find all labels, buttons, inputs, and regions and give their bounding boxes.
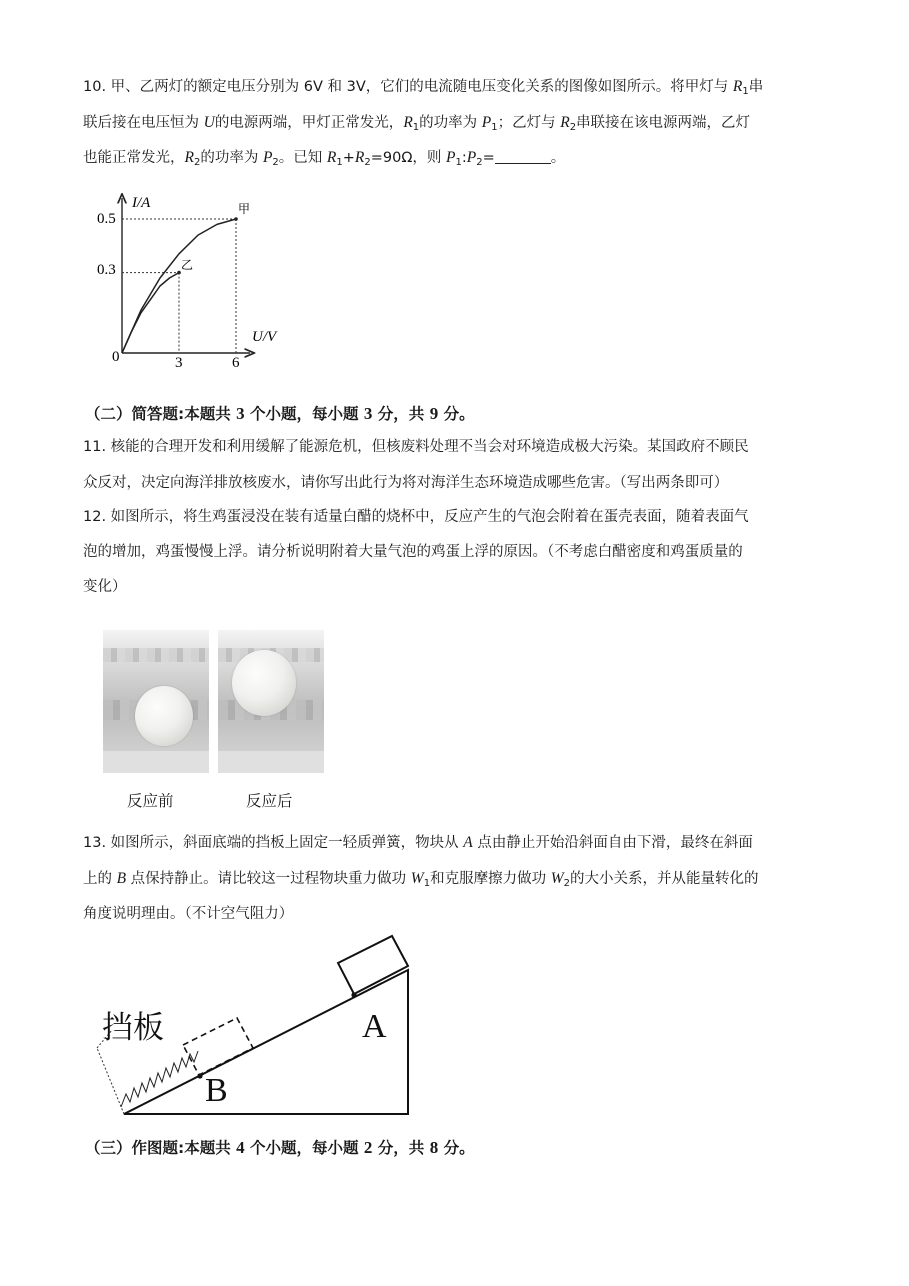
heading-text: （三）作图题:本题共 <box>85 1139 237 1157</box>
subscript: 2 <box>364 157 371 168</box>
photo-after-reaction <box>218 630 324 773</box>
curve-label-yi: 乙 <box>181 258 194 272</box>
subscript: 2 <box>193 157 201 168</box>
x-axis-label: U/V <box>252 329 277 345</box>
x-tick-label: 6 <box>232 355 240 371</box>
subscript: 2 <box>563 878 570 889</box>
label-a: A <box>362 1008 387 1045</box>
heading-text: 分，共 <box>372 1139 430 1157</box>
heading-number: 4 <box>236 1138 245 1157</box>
heading-number: 2 <box>363 1138 373 1157</box>
var-r: R <box>403 114 413 131</box>
y-axis-label: I/A <box>132 195 151 211</box>
spring <box>121 1051 198 1107</box>
q10-text: 的功率为 <box>200 150 263 166</box>
point-a: A <box>463 834 473 851</box>
heading-text: 分，共 <box>372 405 430 423</box>
caption-after: 反应后 <box>246 792 293 810</box>
q10-text: 串 <box>748 79 764 95</box>
subscript: 1 <box>423 878 431 889</box>
q13-text: 点由静止开始沿斜面自由下滑，最终在斜面 <box>472 835 753 851</box>
iu-graph <box>92 193 292 373</box>
q10-text: 联后接在电压恒为 <box>83 115 204 131</box>
subscript: 1 <box>742 86 749 97</box>
q10-line-2 <box>83 113 750 138</box>
q10-line-1 <box>83 77 763 102</box>
egg-image <box>135 686 193 746</box>
heading-text: 分。 <box>438 1139 475 1157</box>
heading-text: 分。 <box>438 405 475 423</box>
q10-text: 也能正常发光， <box>83 150 185 166</box>
q12-line-2: 泡的增加，鸡蛋慢慢上浮。请分析说明附着大量气泡的鸡蛋上浮的原因。（不考虑白醋密度和鸡蛋质量的 <box>83 544 743 560</box>
var-r: R <box>326 149 337 166</box>
q10-text: =90Ω，则 <box>370 150 447 166</box>
q10-text: ；乙灯与 <box>497 115 561 131</box>
q10-text: 。 <box>550 150 566 166</box>
q12-line-1: 12. 如图所示，将生鸡蛋浸没在装有适量白醋的烧杯中，反应产生的气泡会附着在蛋壳表面，随着表面气 <box>83 509 749 525</box>
heading-number: 3 <box>236 404 245 423</box>
q13-text: 点保持静止。请比较这一过程物块重力做功 <box>126 871 411 887</box>
point-b: B <box>116 870 127 887</box>
var-r: R <box>354 149 365 166</box>
heading-number: 3 <box>363 404 373 423</box>
q10-text: = <box>482 150 495 166</box>
subscript: 2 <box>476 157 483 168</box>
curve-label-jia: 甲 <box>238 202 251 216</box>
var-u: U <box>203 114 215 131</box>
x-tick-label: 3 <box>175 355 183 371</box>
heading-text: 个小题，每小题 <box>244 1139 364 1157</box>
q10-text: 。已知 <box>278 150 327 166</box>
var-w: W <box>550 870 564 887</box>
q10-text: 的功率为 <box>419 115 482 131</box>
photo-before-reaction <box>103 630 209 773</box>
subscript: 1 <box>412 122 420 133</box>
q10-text: 串联接在该电源两端，乙灯 <box>576 115 751 131</box>
block-a <box>338 936 408 994</box>
point-b-dot <box>197 1073 202 1078</box>
q10-text: 10. 甲、乙两灯的额定电压分别为 6V 和 3V，它们的电流随电压变化关系的图像如图所示。将甲灯与 <box>83 79 733 95</box>
heading-number: 9 <box>429 404 439 423</box>
subscript: 1 <box>455 157 462 168</box>
answer-blank[interactable] <box>495 149 551 164</box>
egg-image <box>232 650 296 716</box>
label-baffle: 挡板 <box>102 1010 164 1046</box>
subscript: 1 <box>491 122 498 133</box>
point-a-dot <box>351 992 356 997</box>
section-3-heading <box>85 1137 475 1159</box>
var-w: W <box>410 870 424 887</box>
var-r: R <box>184 149 194 166</box>
q10-text: + <box>342 150 355 166</box>
q10-line-3 <box>83 148 565 173</box>
curve-yi <box>122 273 179 353</box>
q13-line-2 <box>83 869 759 894</box>
heading-text: （二）简答题:本题共 <box>85 405 237 423</box>
caption-before: 反应前 <box>127 792 174 810</box>
subscript: 2 <box>569 122 577 133</box>
var-p: P <box>262 149 273 166</box>
q10-text: 的电源两端，甲灯正常发光， <box>214 115 404 131</box>
y-tick-label: 0.5 <box>97 211 116 227</box>
var-p: P <box>481 114 492 131</box>
q13-line-1 <box>83 833 753 853</box>
incline-diagram <box>90 930 420 1122</box>
heading-text: 个小题，每小题 <box>244 405 364 423</box>
var-r: R <box>732 78 743 95</box>
q11-line-1: 11. 核能的合理开发和利用缓解了能源危机，但核废料处理不当会对环境造成极大污染。某国政府不顾民 <box>83 439 749 455</box>
section-2-heading <box>85 403 475 425</box>
q13-text: 13. 如图所示，斜面底端的挡板上固定一轻质弹簧，物块从 <box>83 835 464 851</box>
y-tick-label: 0.3 <box>97 262 116 278</box>
curve-endpoint <box>234 217 238 221</box>
q11-line-2: 众反对，决定向海洋排放核废水，请你写出此行为将对海洋生态环境造成哪些危害。（写出两条即可） <box>83 475 729 491</box>
q10-text: : <box>461 150 467 166</box>
var-p: P <box>446 149 456 166</box>
heading-number: 8 <box>429 1138 439 1157</box>
q13-text: 的大小关系，并从能量转化的 <box>570 871 759 887</box>
origin-label: 0 <box>112 349 120 365</box>
q12-line-3: 变化） <box>83 579 127 595</box>
var-r: R <box>560 114 570 131</box>
q13-text: 和克服摩擦力做功 <box>430 871 551 887</box>
subscript: 1 <box>336 157 343 168</box>
subscript: 2 <box>272 157 279 168</box>
q13-line-3: 角度说明理由。（不计空气阻力） <box>83 906 294 922</box>
var-p: P <box>466 149 477 166</box>
label-b: B <box>205 1072 228 1109</box>
baffle <box>97 1048 124 1114</box>
q13-text: 上的 <box>83 871 117 887</box>
